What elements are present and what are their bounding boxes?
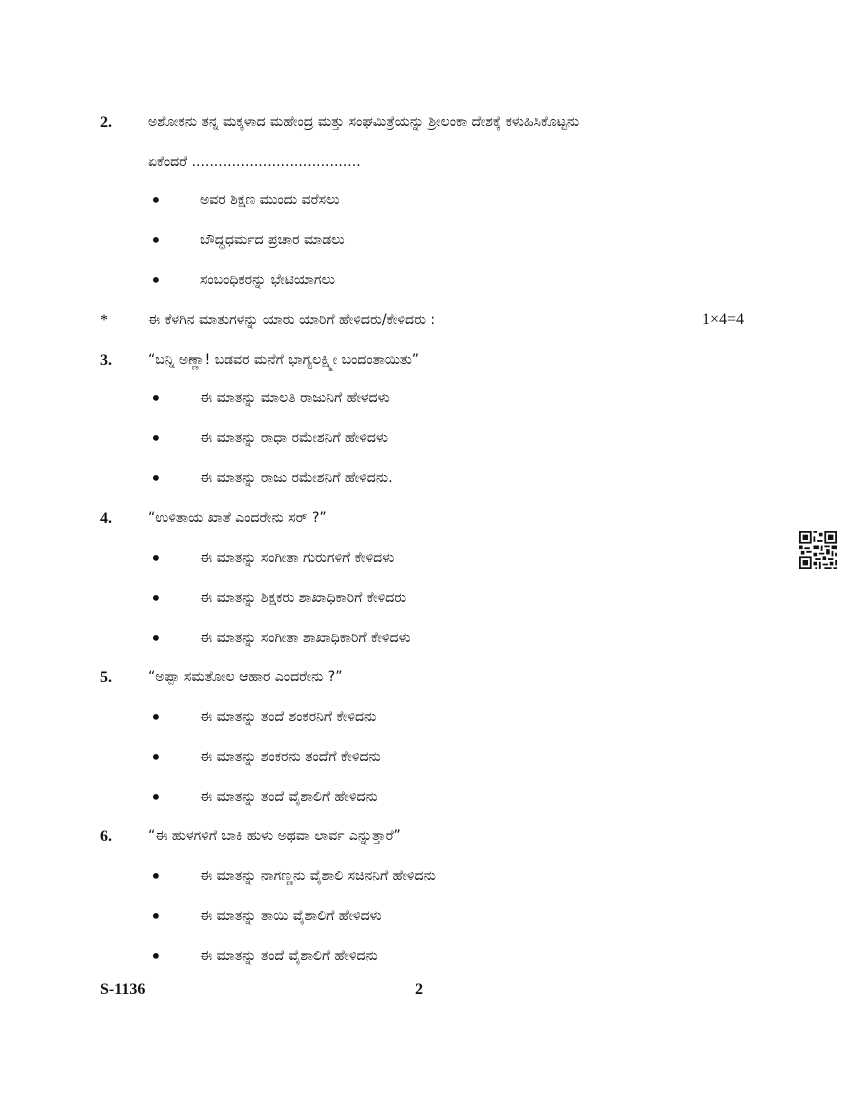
option-text: ಈ ಮಾತನ್ನು ತಂದೆ ವೈಶಾಲಿಗೆ ಹೇಳಿದನು <box>200 789 378 805</box>
option-text: ಈ ಮಾತನ್ನು ನಾಗಣ್ಣನು ವೈಶಾಲಿ ಸಚಿನನಿಗೆ ಹೇಳಿದನು <box>200 868 436 884</box>
option-text: ಸಂಬಂಧಿಕರನ್ನು ಭೇಟಿಯಾಗಲು <box>200 272 335 288</box>
option-text: ಈ ಮಾತನ್ನು ತಂದೆ ವೈಶಾಲಿಗೆ ಹೇಳಿದನು <box>200 948 378 964</box>
question-text: “ಬನ್ನಿ ಅಣ್ಣಾ! ಬಡವರ ಮನೆಗೆ ಭಾಗ್ಯಲಕ್ಷ್ಮೀ ಬಂದಂತಾಯಿತು” <box>148 352 420 368</box>
option-text: ಈ ಮಾತನ್ನು ರಾಜು ರಮೇಶನಿಗೆ ಹೇಳಿದನು. <box>200 470 393 486</box>
instruction-marker: * <box>100 312 108 329</box>
question-text: ಅಶೋಕನು ತನ್ನ ಮಕ್ಕಳಾದ ಮಹೇಂದ್ರ ಮತ್ತು ಸಂಘಮಿತ್ರೆಯನ್ನು ಶ್ರೀಲಂಕಾ ದೇಶಕ್ಕೆ ಕಳುಹಿಸಿಕೊಟ್ಟನು <box>148 114 580 130</box>
bullet: • <box>150 586 162 610</box>
instruction-text: ಈ ಕೆಳಗಿನ ಮಾತುಗಳನ್ನು ಯಾರು ಯಾರಿಗೆ ಹೇಳಿದರು/ಕೇಳಿದರು : <box>148 312 436 328</box>
option-text: ಈ ಮಾತನ್ನು ತಂದೆ ಶಂಕರನಿಗೆ ಕೇಳಿದನು <box>200 709 377 725</box>
question-number: 3. <box>100 352 112 369</box>
bullet: • <box>150 626 162 650</box>
option-text: ಈ ಮಾತನ್ನು ತಾಯಿ ವೈಶಾಲಿಗೆ ಹೇಳಿದಳು <box>200 908 382 924</box>
bullet: • <box>150 466 162 490</box>
option-text: ಈ ಮಾತನ್ನು ಶಂಕರನು ತಂದೆಗೆ ಕೇಳಿದನು <box>200 749 381 765</box>
bullet: • <box>150 944 162 968</box>
question-number: 4. <box>100 510 112 527</box>
option-text: ಈ ಮಾತನ್ನು ಸಂಗೀತಾ ಶಾಖಾಧಿಕಾರಿಗೆ ಕೇಳಿದಳು <box>200 630 411 646</box>
marks-label: 1×4=4 <box>702 311 745 328</box>
bullet: • <box>150 386 162 410</box>
qr-code-icon <box>799 531 837 569</box>
option-text: ಈ ಮಾತನ್ನು ರಾಧಾ ರಮೇಶನಿಗೆ ಹೇಳಿದಳು <box>200 430 389 446</box>
question-text-continued: ಏಕೆಂದರೆ ...................................... <box>148 154 361 170</box>
question-number: 6. <box>100 828 112 845</box>
question-number: 5. <box>100 669 112 686</box>
bullet: • <box>150 705 162 729</box>
bullet: • <box>150 904 162 928</box>
question-text: “ಈ ಹುಳಗಳಿಗೆ ಬಾಕಿ ಹುಳು ಅಥವಾ ಲಾರ್ವ ಎನ್ನುತ್ತಾರೆ” <box>148 828 401 844</box>
bullet: • <box>150 268 162 292</box>
question-text: “ಉಳಿತಾಯ ಖಾತೆ ಎಂದರೇನು ಸರ್ ?” <box>148 510 327 526</box>
bullet: • <box>150 745 162 769</box>
paper-code: S-1136 <box>100 981 146 998</box>
option-text: ಈ ಮಾತನ್ನು ಮಾಲತಿ ರಾಜುನಿಗೆ ಹೇಳದಳು <box>200 390 390 406</box>
page-number: 2 <box>415 981 423 998</box>
question-text: “ಅಪ್ಪಾ ಸಮತೋಲ ಆಹಾರ ಎಂದರೇನು ?” <box>148 669 343 685</box>
bullet: • <box>150 785 162 809</box>
question-number: 2. <box>100 114 112 131</box>
option-text: ಬೌದ್ಧಧರ್ಮದ ಪ್ರಚಾರ ಮಾಡಲು <box>200 232 345 248</box>
option-text: ಈ ಮಾತನ್ನು ಶಿಕ್ಷಕರು ಶಾಖಾಧಿಕಾರಿಗೆ ಕೇಳಿದರು <box>200 590 407 606</box>
option-text: ಈ ಮಾತನ್ನು ಸಂಗೀತಾ ಗುರುಗಳಿಗೆ ಕೇಳಿದಳು <box>200 550 395 566</box>
bullet: • <box>150 228 162 252</box>
bullet: • <box>150 546 162 570</box>
option-text: ಅವರ ಶಿಕ್ಷಣ ಮುಂದು ವರೆಸಲು <box>200 192 340 208</box>
bullet: • <box>150 864 162 888</box>
bullet: • <box>150 426 162 450</box>
bullet: • <box>150 188 162 212</box>
